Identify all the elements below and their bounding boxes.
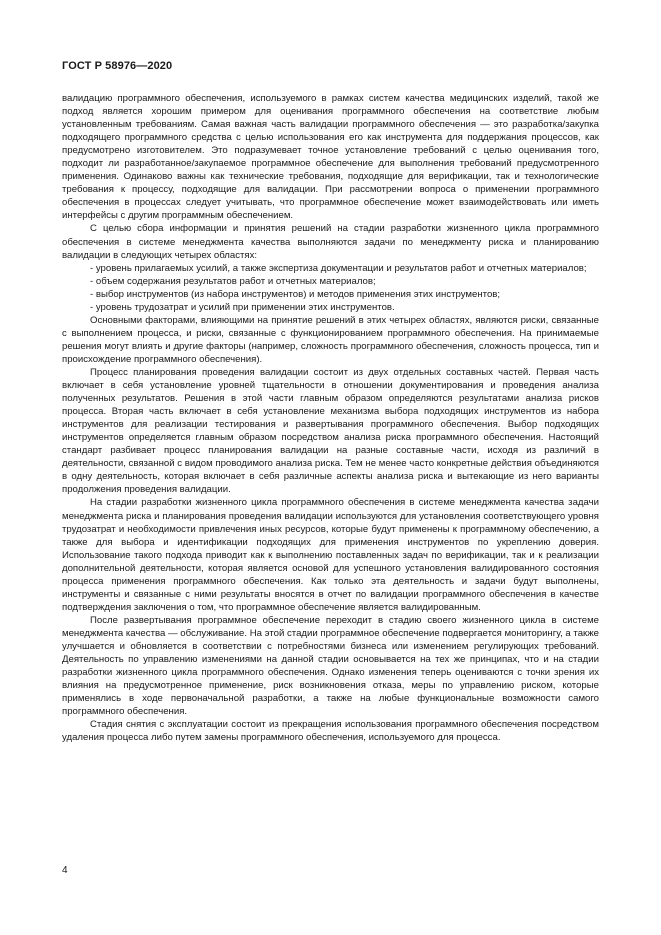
document-header: ГОСТ Р 58976—2020: [62, 60, 173, 72]
paragraph: С целью сбора информации и принятия решений на стадии разработки жизненного цикла программного обеспечения в системе менеджмента качества выполняются задачи по менеджменту риска и планированию валидации в следующих четырех областях:: [62, 223, 599, 261]
list-item: - уровень прилагаемых усилий, а также экспертиза документации и результатов работ и отчетных материалов;: [90, 262, 587, 274]
paragraph: валидацию программного обеспечения, используемого в рамках систем качества медицинских изделий, такой же подход является хорошим примером для оценивания программного обеспечения на соответствие любым установленным требованиям. Самая важная часть валидации программного обеспечения — это разработка/закупка подходящего программного средства с целью использования его как инструмента для поддержания процессов, как предусмотрено изготовителем. Это подразумевает точное установление требований с целью оценивания того, подходит ли разработанное/закупаемое программное обеспечение для выполнения требований предусмотренного применения. Одинаково важны как технические требования, подходящие для верификации, так и технологические требования к процессу, подходящие для валидации. При рассмотрении вопроса о применении программного обеспечения в процессах следует учитывать, что программное обеспечение может взаимодействовать или иметь интерфейсы с другим программным обеспечением.: [62, 93, 599, 222]
list-item: - уровень трудозатрат и усилий при применении этих инструментов.: [90, 301, 395, 313]
list-item: - объем содержания результатов работ и отчетных материалов;: [90, 275, 376, 287]
page-number: 4: [62, 865, 68, 876]
paragraph: После развертывания программное обеспечение переходит в стадию своего жизненного цикла в системе менеджмента качества — обслуживание. На этой стадии программное обеспечение подвергается мониторингу, а также улучшается и обновляется в соответствии с потребностями бизнеса или изменением регулирующих требований. Деятельность по управлению изменениями на данной стадии основывается на тех же принципах, что и на стадии разработки жизненного цикла программного обеспечения. Однако изменения теперь оцениваются с точки зрения их влияния на предусмотренное применение, риск возникновения отказа, меры по управлению риском, которые применялись в ходе первоначальной разработки, а также на любые функциональные возможности самого программного обеспечения.: [62, 614, 599, 718]
body-text: [62, 92, 599, 744]
paragraph: Процесс планирования проведения валидации состоит из двух отдельных составных частей. Первая часть включает в себя установление уровней тщательности в отношении документирования и проведения анализа полученных результатов. Решения в этой части главным образом определяются результатами анализа рисков процесса. Вторая часть включает в себя установление механизма выбора подходящих инструментов из набора инструментов для реализации тестирования и развертывания программного обеспечения. Выбор подходящих инструментов определяется главным образом посредством анализа риска программного обеспечения. Настоящий стандарт разбивает процесс планирования валидации на разные составные части, исходя из различий в деятельности, связанной с видом проводимого анализа риска. Тем не менее часто конкретные действия объединяются в одну деятельность, которая включает в себя различные аспекты анализа риска и вытекающие из него варианты продолжения проведения валидации.: [62, 366, 599, 496]
paragraph: Основными факторами, влияющими на принятие решений в этих четырех областях, являются риски, связанные с выполнением процесса, и риски, связанные с функционированием программного обеспечения. На принимаемые решения могут влиять и другие факторы (например, сложность программного обеспечения, сложность процесса, тип и происхождение программного обеспечения).: [62, 314, 599, 365]
list-item: - выбор инструментов (из набора инструментов) и методов применения этих инструментов;: [90, 288, 501, 300]
paragraph: Стадия снятия с эксплуатации состоит из прекращения использования программного обеспечения посредством удаления процесса либо путем замены программного обеспечения, используемого для процесса.: [62, 719, 599, 744]
paragraph: На стадии разработки жизненного цикла программного обеспечения в системе менеджмента качества задачи менеджмента риска и планирования проведения валидации используются для установления соответствующего уровня трудозатрат и необходимости привлечения иных ресурсов, которые будут применены к программному обеспечению, а также для выбора и идентификации подходящих для применения инструментов по укреплению доверия. Использование такого подхода приводит как к выполнению поставленных задач по верификации, так и к реализации дополнительной деятельности, которая является основой для успешного установления валидированного состояния процесса применения программного обеспечения. Как только эта деятельность и задачи будут выполнены, инструменты и связанные с ними результаты вносятся в отчет по валидации программного обеспечения в качестве подтверждения заключения о том, что программное обеспечение является валидированным.: [62, 497, 599, 613]
